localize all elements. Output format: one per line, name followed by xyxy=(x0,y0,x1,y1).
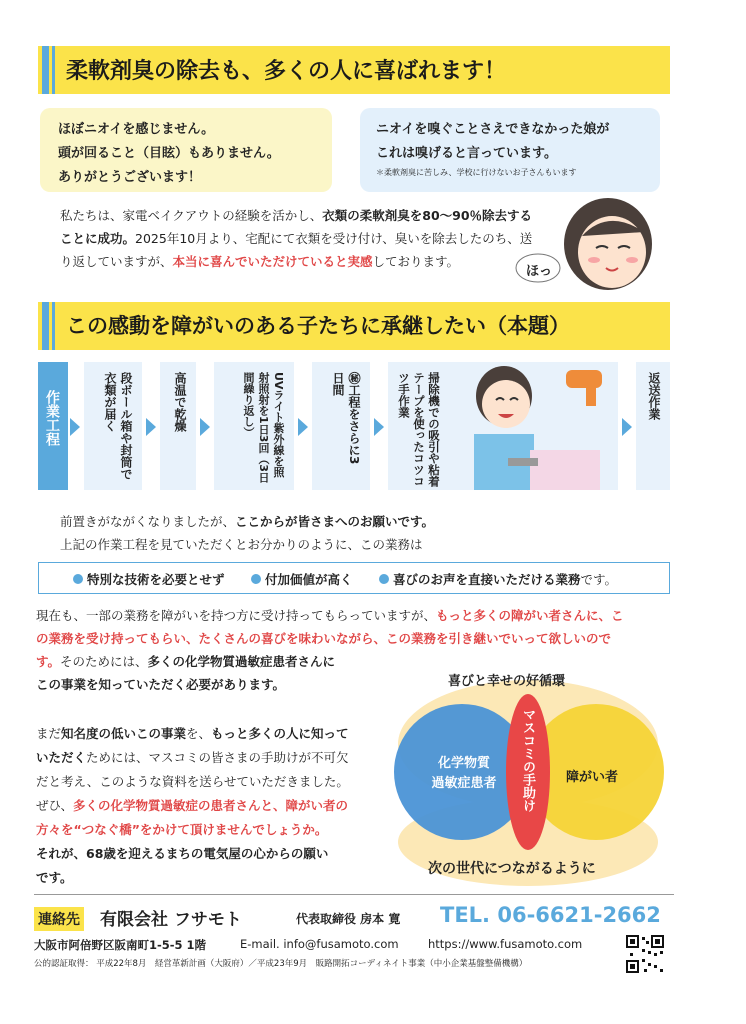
process-step xyxy=(636,362,670,490)
text-bold: 多くの化学物質過敏症患者さんに xyxy=(147,654,336,669)
work-process xyxy=(38,362,670,490)
text: 私たちは、家電ベイクアウトの経験を活かし、 xyxy=(60,208,323,223)
banner-stripe xyxy=(52,46,55,94)
quote-line: 頭が回ること（目眩）もありません。 xyxy=(58,146,280,161)
quote-note: ＊柔軟剤臭に苦しみ、学校に行けないお子さんもいます xyxy=(376,168,577,177)
process-step-text: 返送作業 xyxy=(647,372,661,420)
arrow-icon xyxy=(374,418,384,436)
quote-line: これは嗅げると言っています。 xyxy=(376,146,557,161)
arrow-icon xyxy=(622,418,632,436)
text: ぜひ、 xyxy=(36,798,74,813)
text: を、 xyxy=(186,726,212,741)
venn-diagram xyxy=(384,662,684,892)
text: そのためには、 xyxy=(60,654,148,669)
quote-line: ニオイを嗅ぐことさえできなかった娘が xyxy=(376,122,610,137)
email-link[interactable]: E-mail. info@fusamoto.com xyxy=(240,937,399,951)
banner-stripe xyxy=(52,302,55,350)
feature-text: 喜びのお声を直接いただける業務 xyxy=(393,572,581,587)
quote-line: ほぼニオイを感じません。 xyxy=(58,122,215,137)
text-highlight: 多くの化学物質過敏症の患者さんと、障がい者の xyxy=(73,798,349,813)
process-label-text: 作業工程 xyxy=(44,390,60,446)
process-step-text: ㊙工程をさらに3日間 xyxy=(331,372,361,465)
feature-text: 付加価値が高く xyxy=(265,572,353,587)
section1-title: 柔軟剤臭の除去も、多くの人に喜ばれます！ xyxy=(66,59,507,84)
text-highlight: す。 xyxy=(36,654,61,669)
contact-label: 連絡先 xyxy=(34,907,84,931)
bullet-icon xyxy=(379,574,389,584)
venn-center-label: マスコミの手助け xyxy=(520,708,535,812)
text-highlight: の業務を受け持ってもらい、たくさんの喜びを味わいながら、この業務を引き継いでいって欲しいので xyxy=(36,631,612,646)
bullet-icon xyxy=(73,574,83,584)
company-name: 有限会社 フサモト xyxy=(100,910,242,930)
venn-title: 喜びと幸せの好循環 xyxy=(448,674,566,689)
text-highlight: もっと多くの障がい者さんに、こ xyxy=(436,608,624,623)
process-step-text: 高温で乾燥 xyxy=(173,372,187,432)
text-bold: 衣類の柔軟剤臭を80〜90％除去する xyxy=(322,208,533,223)
relief-bubble-text: ほっ xyxy=(526,264,553,279)
text-highlight: 本当に喜んでいただけていると実感 xyxy=(172,254,373,269)
feature-box xyxy=(38,562,670,594)
address: 大阪市阿倍野区阪南町1-5-5 1階 xyxy=(34,938,207,952)
text: 現在も、一部の業務を障がいを持つ方に受け持ってもらっていますが、 xyxy=(36,608,437,623)
arrow-icon xyxy=(70,418,80,436)
feature-item xyxy=(379,570,617,588)
contact-footer xyxy=(34,894,674,969)
bullet-icon xyxy=(251,574,261,584)
venn-footer: 次の世代につながるように xyxy=(428,861,596,877)
process-step-text: 段ボール箱や封筒で衣類が届く xyxy=(103,372,133,480)
representative: 代表取締役 房本 寛 xyxy=(296,912,401,926)
venn-left-label xyxy=(414,754,514,794)
venn-left-line: 化学物質 xyxy=(437,756,490,771)
request-intro xyxy=(60,510,660,556)
customer-quote-right xyxy=(360,108,660,192)
text-bold: ここからが皆さまへのお願いです。 xyxy=(235,514,435,529)
section2-banner xyxy=(38,302,670,350)
relieved-woman-illustration xyxy=(508,196,668,296)
boy-cleaning-illustration xyxy=(446,362,616,490)
text: り返していますが、 xyxy=(60,254,173,269)
feature-item xyxy=(73,570,225,588)
text-bold: 知名度の低いこの事業 xyxy=(61,726,187,741)
arrow-icon xyxy=(298,418,308,436)
text-bold: それが、68歳を迎えるまちの電気屋の心からの願い xyxy=(36,846,329,861)
qr-code-icon[interactable] xyxy=(626,935,664,973)
arrow-icon xyxy=(200,418,210,436)
certifications: 公的認証取得： 平成22年8月 経営革新計画（大阪府）／平成23年9月 販路開拓コーディネイト事業（中小企業基盤整備機構） xyxy=(34,959,528,969)
banner-stripe xyxy=(42,302,49,350)
arrow-icon xyxy=(146,418,156,436)
venn-right-label: 障がい者 xyxy=(566,770,619,785)
feature-item xyxy=(251,570,353,588)
text: 上記の作業工程を見ていただくとお分かりのように、この業務は xyxy=(60,537,423,552)
text-bold: ことに成功。 xyxy=(60,231,136,246)
process-step xyxy=(160,362,196,490)
process-step-text: 掃除機での吸引や粘着テープを使ったコツコツ手作業 xyxy=(397,372,441,487)
process-step-text: UVライト紫外線を照射照射を1日3回（3日間繰り返し） xyxy=(242,372,285,483)
text: ためには、マスコミの皆さまの手助けが不可欠 xyxy=(86,750,349,765)
customer-quote-left xyxy=(40,108,332,192)
text: まだ xyxy=(36,726,62,741)
text: だと考え、このような資料を送らせていただきました。 xyxy=(36,774,349,789)
text-bold: もっと多くの人に知って xyxy=(211,726,349,741)
phone-number[interactable]: TEL. 06-6621-2662 xyxy=(440,903,661,927)
text: 前置きがながくなりましたが、 xyxy=(60,514,236,529)
text: しております。 xyxy=(372,254,460,269)
feature-suffix: です。 xyxy=(580,572,618,587)
website-link[interactable]: https://www.fusamoto.com xyxy=(428,937,583,951)
process-step xyxy=(84,362,142,490)
quote-line: ありがとうございます！ xyxy=(58,170,202,185)
process-step xyxy=(214,362,294,490)
process-label xyxy=(38,362,68,490)
intro-paragraph xyxy=(60,204,560,273)
text-bold: いただく xyxy=(36,750,87,765)
section1-banner xyxy=(38,46,670,94)
text-highlight: 方々を“つなぐ橋”をかけて頂けませんでしょうか。 xyxy=(36,822,328,837)
text: 2025年10月より、宅配にて衣類を受け付け、臭いを除去したのち、送 xyxy=(135,231,533,246)
banner-stripe xyxy=(42,46,49,94)
feature-text: 特別な技術を必要とせず xyxy=(87,572,225,587)
appeal-paragraph xyxy=(36,722,376,890)
process-step xyxy=(312,362,370,490)
section2-title: この感動を障がいのある子たちに承継したい（本題） xyxy=(66,314,570,338)
venn-left-line: 過敏症患者 xyxy=(431,776,497,791)
text-bold: この事業を知っていただく必要があります。 xyxy=(36,677,286,692)
text-bold: です。 xyxy=(36,870,73,885)
